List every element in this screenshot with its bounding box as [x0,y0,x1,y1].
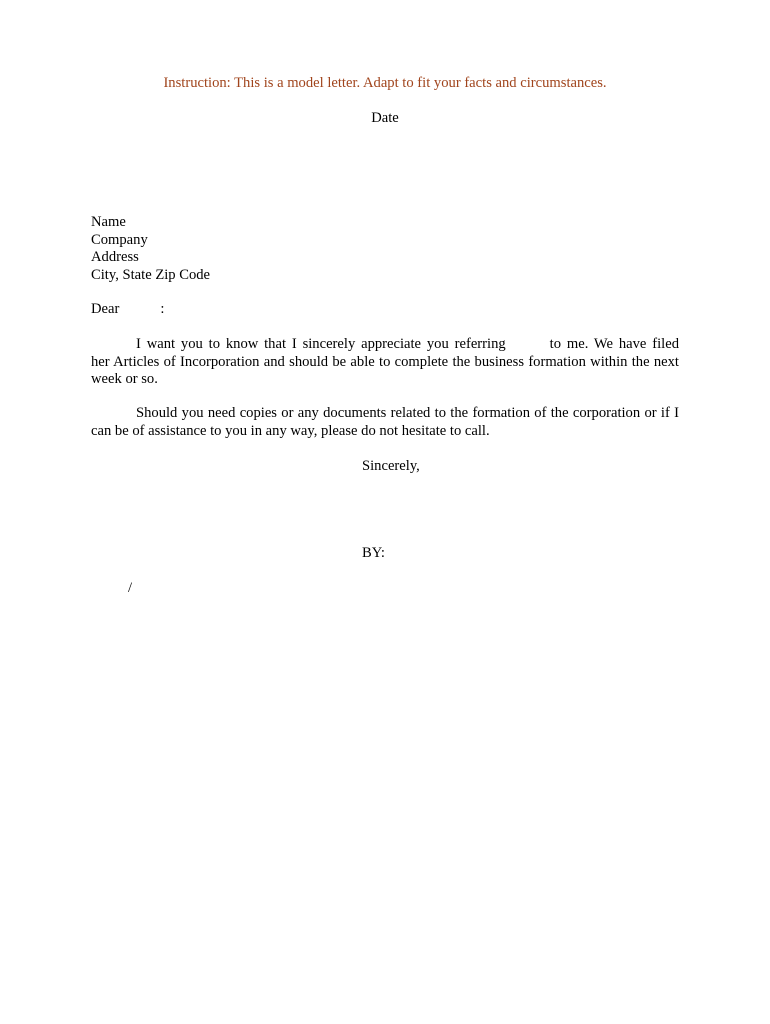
salutation-colon: : [160,301,165,317]
paragraph-1-line-2: her Articles of Incorporation and should be able to complete the business formation within the next [91,353,679,370]
paragraph-2-line-1 [91,405,679,423]
paragraph-2-line-2: can be of assistance to you in any way, please do not hesitate to call. [91,422,490,439]
salutation-word: Dear [91,301,120,317]
initials-separator: / [128,580,133,596]
paragraph-2-line-1-text: Should you need copies or any documents related to the formation of the corporation or if I [136,405,679,421]
body-paragraph-2 [91,405,679,440]
body-paragraph-1 [91,336,679,389]
closing: Sincerely, [362,458,420,474]
recipient-city-state-zip: City, State Zip Code [91,266,211,283]
salutation [91,301,164,319]
recipient-name: Name [91,214,126,230]
recipient-address-block [91,214,210,284]
recipient-company: Company [91,231,148,248]
paragraph-1-line-3: week or so. [91,371,158,387]
recipient-address: Address [91,249,139,265]
paragraph-1-line-1 [91,336,679,354]
paragraph-1-line-1-after: to me. We have filed [549,336,679,352]
signature-by-label: BY: [362,545,385,561]
paragraph-1-line-1-before: I want you to know that I sincerely appreciate you referring [136,336,506,352]
instruction-note: Instruction: This is a model letter. Adapt to fit your facts and circumstances. [163,75,607,91]
letter-date: Date [371,110,399,126]
